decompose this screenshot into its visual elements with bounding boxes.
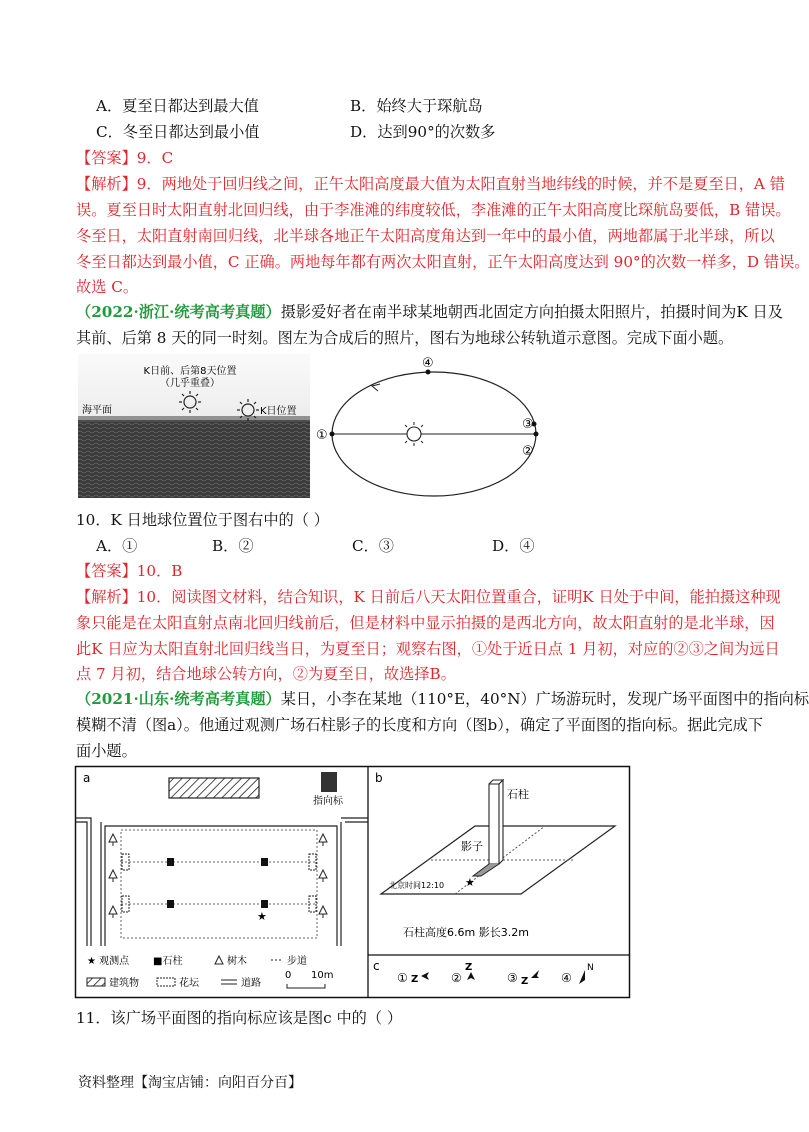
building-block (169, 778, 259, 798)
s10-intro-line2: 其前、后第 8 天的同一时刻。图左为合成后的照片，图右为地球公转轨道示意图。完成下面小题。 (76, 329, 734, 347)
observation-point-star-icon: ★ (257, 910, 267, 923)
q10-question: 10．K 日地球位置位于图右中的（ ） (76, 511, 329, 529)
q10-explanation-line4: 点 7 月初，结合地球公转方向，②为夏至日，故选择B。 (76, 665, 456, 683)
sea-level-label: 海平面 (82, 405, 112, 416)
orbit-label-2: ② (522, 444, 534, 459)
legend-observation-point: ★ 观测点 (87, 956, 130, 967)
orbit-label-4: ④ (422, 356, 434, 371)
s11-intro-line2: 模糊不清（图a）。他通过观测广场石柱影子的长度和方向（图b），确定了平面图的指向标。据此完成下 (76, 716, 764, 734)
s10-source-tag: （2022·浙江·统考高考真题） (76, 303, 281, 321)
s11-intro-text1: 某日，小李在某地（110°E，40°N）广场游玩时，发现广场平面图中的指向标 (280, 690, 809, 708)
figure-c-label: c (373, 959, 380, 973)
option-3-label: ③ (507, 971, 518, 985)
s11-source-tag: （2021·山东·统考高考真题） (76, 690, 281, 708)
legend-walkway: 步道 (287, 956, 307, 967)
observation-point-star-icon: ★ (465, 876, 475, 889)
q9-explanation-line2: 误。夏至日时太阳直射北回归线，由于李准滩的纬度较低，李准滩的正午太阳高度比琛航岛要低，B 错误。 (76, 201, 791, 219)
scale-ten: 10m (311, 970, 334, 981)
q9-option-c: C．冬至日都达到最小值 (96, 123, 260, 141)
sea-area (78, 420, 310, 498)
q10-explanation-line1: 【解析】10．阅读图文材料，结合知识，K 日前后八天太阳位置重合，证明K 日处于中间，能拍摄这种现 (76, 588, 781, 606)
s11-intro-line3: 面小题。 (76, 742, 137, 760)
svg-text:Z: Z (521, 976, 529, 987)
orbit-point-1 (330, 432, 335, 437)
legend-flowerbed: 花坛 (179, 978, 199, 989)
legend-pillar: ■石柱 (153, 956, 183, 967)
legend-road: 道路 (241, 978, 261, 989)
orbit-direction-arrow (372, 384, 380, 391)
q10-explanation-line3: 此K 日应为太阳直射北回归线当日，为夏至日；观察右图，①处于近日点 1 月初，对应的②③之间为远日 (76, 640, 780, 658)
figure-b-label: b (375, 771, 383, 785)
page-footer: 资料整理【淘宝店铺：向阳百分百】 (78, 1075, 302, 1091)
q9-explanation-line5: 故选 C。 (76, 278, 139, 296)
svg-text:Z: Z (465, 962, 473, 973)
figure-a-label: a (83, 771, 91, 785)
q10-explanation-line2: 象只能是在太阳直射点南北回归线前后，但是材料中显示拍摄的是西北方向，故太阳直射的是北半球，因 (76, 614, 775, 632)
orbit-label-3: ③ (522, 417, 534, 432)
square-map-figure (75, 766, 630, 998)
q9-option-a: A．夏至日都达到最大值 (96, 97, 259, 115)
q10-option-b: B．② (212, 537, 254, 555)
orbit-point-2 (534, 432, 539, 437)
pillar-label: 石柱 (507, 788, 529, 801)
q10-answer: 【答案】10．B (76, 562, 183, 580)
legend-building-icon (87, 978, 105, 986)
q9-option-d: D．达到90°的次数多 (350, 123, 496, 141)
scale-zero: 0 (285, 970, 292, 981)
k-day-position-label: K日位置 (260, 406, 297, 417)
q10-option-a: A．① (96, 537, 138, 555)
north-label: N (587, 963, 594, 973)
q9-explanation-line4: 冬至日都达到最小值，C 正确。两地每年都有两次太阳直射，正午太阳高度达到 90°的次数一样多，D 错误。 (76, 253, 809, 271)
q10-option-d: D．④ (492, 537, 535, 555)
sun-photo-figure (78, 354, 310, 498)
compass-label: 指向标 (313, 796, 343, 807)
svg-text:Z: Z (411, 974, 419, 985)
orbit-label-1: ① (316, 428, 328, 443)
legend-building: 建筑物 (109, 978, 139, 989)
q9-explanation-line3: 冬至日，太阳直射南回归线，北半球各地正午太阳高度角达到一年中的最小值，两地都属于北半球，所以 (76, 227, 775, 245)
pillar-caption: 石柱高度6.6m 影长3.2m (403, 926, 529, 939)
q9-explanation-line1: 【解析】9．两地处于回归线之间，正午太阳高度最大值为太阳直射当地纬线的时候，并不是夏至日，A 错 (76, 175, 785, 193)
orbit-diagram (318, 354, 548, 498)
q10-option-c: C．③ (352, 537, 394, 555)
shadow-label: 影子 (461, 840, 483, 853)
q11-question: 11．该广场平面图的指向标应该是图c 中的（ ） (76, 1009, 403, 1027)
option-1-label: ① (397, 971, 408, 985)
q9-option-b: B．始终大于琛航岛 (350, 97, 483, 115)
beijing-time-label: 北京时间12:10 (389, 881, 445, 890)
photo-label-line1: K日前、后第8天位置 (143, 366, 237, 377)
photo-label-line2: （几乎重叠） (160, 378, 220, 389)
option-4-label: ④ (561, 971, 572, 985)
stone-pillar (489, 780, 503, 864)
blurred-compass-icon (321, 772, 337, 792)
legend-tree: 树木 (227, 956, 247, 967)
s10-intro-text1: 摄影爱好者在南半球某地朝西北固定方向拍摄太阳照片，拍摄时间为K 日及 (280, 303, 783, 321)
option-2-label: ② (451, 971, 462, 985)
s10-intro-line1 (76, 302, 783, 322)
q9-answer: 【答案】9．C (76, 149, 174, 167)
s11-intro-line1 (76, 689, 809, 709)
